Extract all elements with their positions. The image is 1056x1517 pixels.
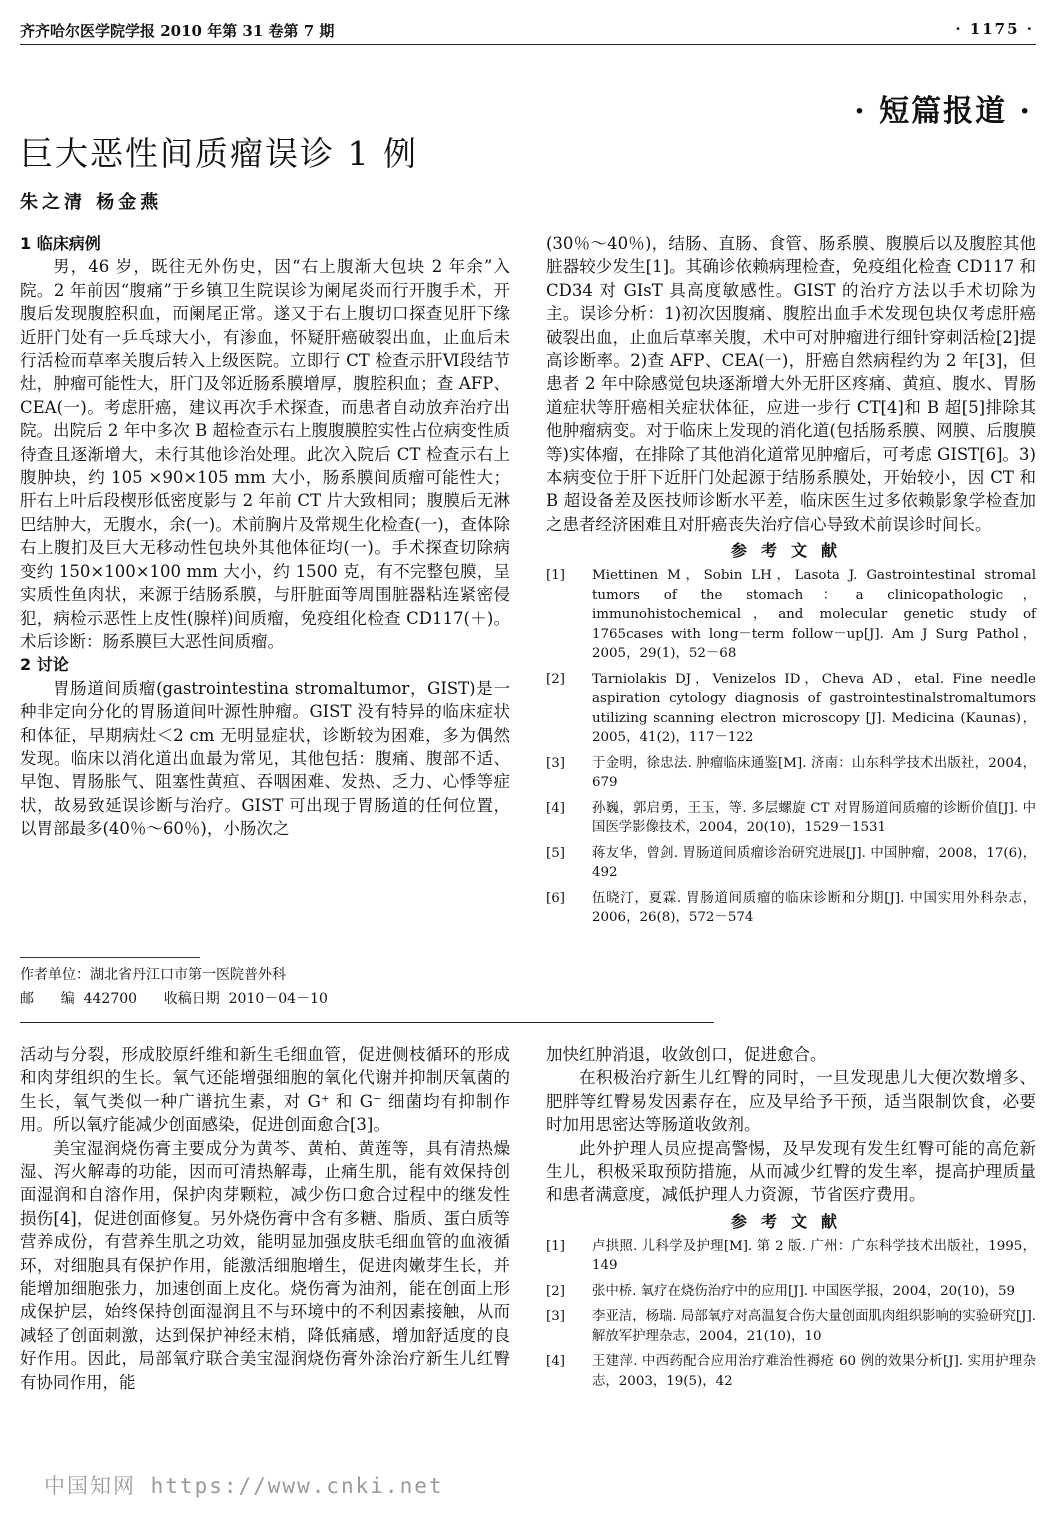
reference-item xyxy=(546,670,1036,748)
reference-item xyxy=(546,1237,1036,1276)
case-report-paragraph: 男，46 岁，既往无外伤史，因“右上腹渐大包块 2 年余”入院。2 年前因“腹痛”于乡镇卫生院误诊为阑尾炎而行开腹手术，开腹后发现腹腔积血，而阑尾正常。遂又于右上腹切口探查见肝下缘近肝门处有一乒乓球大小，有渗血，怀疑肝癌破裂出血，止血后未行活检而草率关腹后转入上级医院。立即行 CT 检查示肝Ⅵ段结节灶，肿瘤可能性大，肝门及邻近肠系膜增厚，腹腔积血；查 AFP、CEA(一)。考虑肝癌，建议再次手术探查，而患者自动放弃治疗出院。出院后 2 年中多次 B 超检查示右上腹腹膜腔实性占位病变性质待查且逐渐增大，未行其他诊治处理。此次入院后 CT 检查示右上腹肿块，约 105 ×90×105 mm 大小，肠系膜间质瘤可能性大；肝右上叶后段楔形低密度影与 2 年前 CT 片大致相同；腹膜后无淋巴结肿大，无腹水，余(一)。术前胸片及常规生化检查(一)，查体除右上腹扪及巨大无移动性包块外其他体征均(一)。手术探查切除病变约 150×100×100 mm 大小，约 1500 克，有不完整包膜，呈实质性鱼肉状，来源于结肠系膜，与肝脏面等周围脏器粘连紧密侵犯，病检示恶性上皮性(腺样)间质瘤，免疫组化检查 CD117(＋)。术后诊断：肠系膜巨大恶性间质瘤。 xyxy=(20,257,510,651)
section-label: · 短篇报道 · xyxy=(854,94,1032,129)
reference-number: [5] xyxy=(546,845,565,861)
article-authors: 朱之清 杨金燕 xyxy=(20,192,163,213)
reference-item xyxy=(546,844,1036,883)
reference-text: 伍晓汀，夏霖. 胃肠道间质瘤的临床诊断和分期[J]. 中国实用外科杂志，2006，26(8)，572－574 xyxy=(592,890,1036,926)
page-number: · 1175 · xyxy=(955,20,1034,38)
lower-right-column xyxy=(546,1043,1036,1397)
author-affiliation: 作者单位：湖北省丹江口市第一医院普外科 xyxy=(20,967,286,983)
reference-text: 张中桥. 氧疗在烧伤治疗中的应用[J]. 中国医学报，2004，20(10)，59 xyxy=(592,1283,1016,1299)
article-divider xyxy=(20,1022,714,1023)
reference-number: [1] xyxy=(546,568,565,584)
reference-item xyxy=(546,1352,1036,1391)
postal-received-date: 邮 编 442700 收稿日期 2010－04－10 xyxy=(20,991,328,1007)
reference-item xyxy=(546,799,1036,838)
article-title: 巨大恶性间质瘤误诊 1 例 xyxy=(20,134,418,173)
prevention-paragraph: 在积极治疗新生儿红臀的同时，一旦发现患儿大便次数增多、肥胖等红臀易发因素存在，应及早给予干预，适当限制饮食，必要时加用思密达等肠道收敛剂。 xyxy=(546,1068,1036,1135)
header-rule xyxy=(20,44,1036,45)
cnki-watermark: 中国知网 https://www.cnki.net xyxy=(44,1474,444,1498)
nursing-paragraph: 此外护理人员应提高警惕，及早发现有发生红臀可能的高危新生儿，积极采取预防措施，从而减少红臀的发生率，提高护理质量和患者满意度，减低护理人力资源，节省医疗费用。 xyxy=(546,1138,1036,1205)
reference-text: 孙巍，郭启勇，王玉，等. 多层螺旋 CT 对胃肠道间质瘤的诊断价值[J]. 中国医学影像技术，2004，20(10)，1529－1531 xyxy=(592,800,1036,836)
continued-paragraph: 活动与分裂，形成胶原纤维和新生毛细血管，促进侧枝循环的形成和肉芽组织的生长。氧气还能增强细胞的氧化代谢并抑制厌氧菌的生长，氧气类似一种广谱抗生素，对 G⁺ 和 G⁻ 细菌均有抑制作用。所以氧疗能减少创面感染，促进创面愈合[3]。 xyxy=(20,1045,510,1135)
article-right-column xyxy=(546,232,1036,934)
reference-item xyxy=(546,889,1036,928)
reference-text: Miettinen M，Sobin LH，Lasota J. Gastrointestinal stromal tumors of the stomach：a clinicopathologic，immunohistochemical，and molecular genetic study of 1765cases with long－term follow－up[J]. Am J Surg Pathol，2005，29(1)，52－68 xyxy=(592,568,1036,662)
reference-number: [2] xyxy=(546,1283,565,1299)
discussion-continued-paragraph: (30％～40％)，结肠、直肠、食管、肠系膜、腹膜后以及腹腔其他脏器较少发生[1]。其确诊依赖病理检查，免疫组化检查 CD117 和 CD34 对 GIsT 具高度敏感性。GIST 的治疗方法以手术切除为主。误诊分析：1)初次因腹痛、腹腔出血手术发现包块仅考虑肝癌破裂出血，止血后草率关腹，术中可对肿瘤进行细针穿刺活检[2]提高诊断率。2)查 AFP、CEA(一)，肝癌自然病程约为 2 年[3]，但患者 2 年中除感觉包块逐渐增大外无肝区疼痛、黄疸、腹水、胃肠道症状等肝癌相关症状体征，应进一步行 CT[4]和 B 超[5]排除其他肿瘤病变。对于临床上发现的消化道(包括肠系膜、网膜、后腹膜等)实体瘤，在排除了其他消化道常见肿瘤后，可考虑 GIST[6]。3)本病变位于肝下近肝门处起源于结肠系膜处，开始较小，因 CT 和 B 超设备差及医技师诊断水平差，临床医生过多依赖影象学检查加之患者经济困难且对肝癌丧失治疗信心导致术前误诊时间长。 xyxy=(546,234,1036,534)
reference-item xyxy=(546,754,1036,793)
reference-item xyxy=(546,1307,1036,1346)
reference-text: 于金明，徐忠法. 肿瘤临床通鉴[M]. 济南：山东科学技术出版社，2004，679 xyxy=(592,755,1036,791)
lower-left-column xyxy=(20,1043,510,1394)
reference-text: Tarniolakis DJ，Venizelos ID，Cheva AD，etal. Fine needle aspiration cytology diagnosis of gastrointestinalstromaltumors utilizing scanning electron microscopy [J]. Medicina (Kaunas)，2005，41(2)，117－122 xyxy=(592,671,1036,746)
heading-case-report: 1 临床病例 xyxy=(20,234,101,253)
reference-number: [3] xyxy=(546,755,565,771)
heading-discussion: 2 讨论 xyxy=(20,655,69,675)
reference-text: 蒋友华，曾剑. 胃肠道间质瘤诊治研究进展[J]. 中国肿瘤，2008，17(6)，492 xyxy=(592,845,1036,881)
reference-text: 卢拱照. 儿科学及护理[M]. 第 2 版. 广州：广东科学技术出版社，1995，149 xyxy=(592,1238,1036,1274)
references-title: 参考文献 xyxy=(730,541,851,561)
reference-number: [4] xyxy=(546,800,565,816)
reference-item xyxy=(546,566,1036,664)
references-title-2: 参考文献 xyxy=(730,1211,851,1231)
reference-number: [1] xyxy=(546,1238,565,1254)
reference-number: [3] xyxy=(546,1309,565,1325)
reference-number: [4] xyxy=(546,1354,565,1370)
reference-text: 王建萍. 中西药配合应用治疗难治性褥疮 60 例的效果分析[J]. 实用护理杂志，2003，19(5)，42 xyxy=(592,1354,1036,1389)
footnote-rule xyxy=(20,957,200,958)
reference-item xyxy=(546,1282,1036,1302)
journal-header: 齐齐哈尔医学院学报 2010 年第 31 卷第 7 期 xyxy=(20,22,335,40)
reference-list-2 xyxy=(546,1237,1036,1392)
ointment-paragraph: 美宝湿润烧伤膏主要成分为黄芩、黄柏、黄莲等，具有清热燥湿、泻火解毒的功能，因而可清热解毒，止痛生肌，能有效保持创面湿润和自溶作用，保护肉芽颗粒，减少伤口愈合过程中的继发性损伤[4]，促进创面修复。另外烧伤膏中含有多糖、脂质、蛋白质等营养成份，有营养生肌之功效，能明显加强皮肤毛细血管的血液循环，对细胞具有保护作用，能激活细胞增生，促进肉嫩芽生长，并能增加细胞张力，加速创面上皮化。烧伤膏为油剂，能在创面上形成保护层，始终保持创面湿润且不与环境中的不利因素接触，从而减轻了创面刺激，达到保护神经末梢，降低痛感，增加舒适度的良好作用。因此，局部氧疗联合美宝湿润烧伤膏外涂治疗新生儿红臀有协同作用，能 xyxy=(20,1138,510,1392)
reference-list xyxy=(546,566,1036,928)
article-left-column xyxy=(20,232,510,841)
reference-number: [2] xyxy=(546,671,565,687)
reference-number: [6] xyxy=(546,890,565,906)
continued-paragraph-right: 加快红肿消退，收敛创口，促进愈合。 xyxy=(546,1045,827,1064)
discussion-paragraph: 胃肠道间质瘤(gastrointestina stromaltumor，GIST)是一种非定向分化的胃肠道间叶源性肿瘤。GIST 没有特异的临床症状和体征，早期病灶＜2 cm 无明显症状，诊断较为困难，多为偶然发现。临床以消化道出血最为常见，其他包括：腹痛、腹部不适、早饱、胃肠胀气、阻塞性黄疸、吞咽困难、发热、乏力、心悸等症状，故易致延误诊断与治疗。GIST 可出现于胃肠道的任何位置，以胃部最多(40％～60％)，小肠次之 xyxy=(20,678,510,839)
reference-text: 李亚洁，杨瑞. 局部氧疗对高温复合伤大量创面肌肉组织影响的实验研究[J]. 解放军护理杂志，2004，21(10)，10 xyxy=(592,1309,1036,1344)
